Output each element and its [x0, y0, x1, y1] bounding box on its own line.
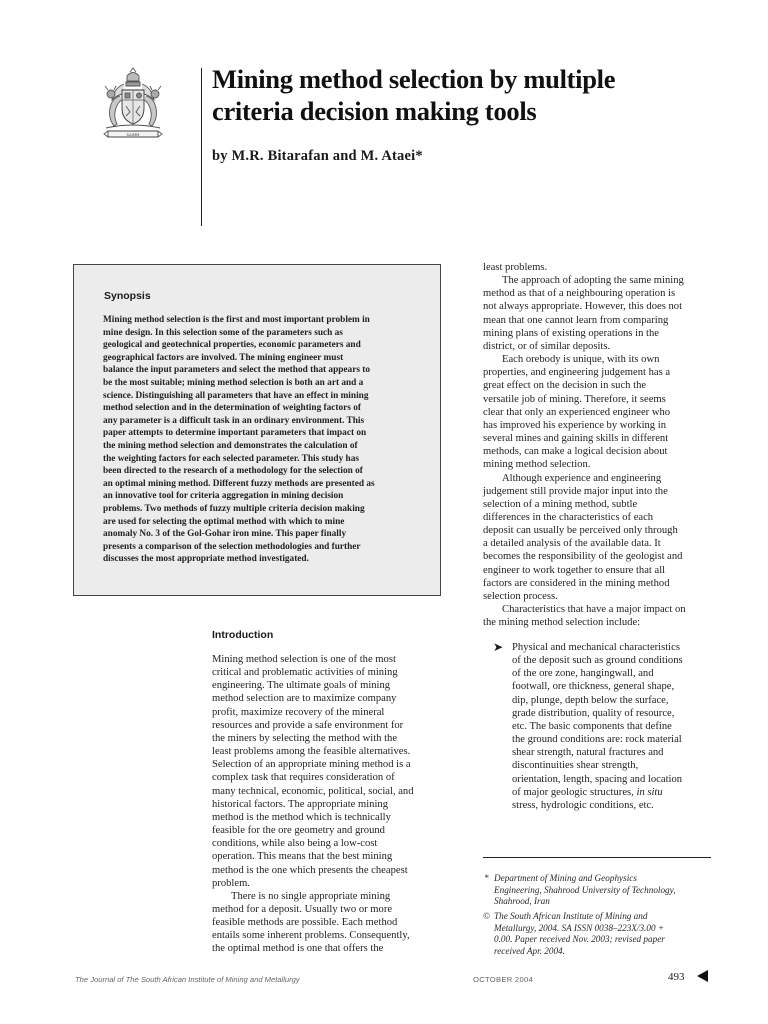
text-line: Although experience and engineering — [502, 472, 662, 484]
text-line: a detailed analysis of the available data. It — [483, 538, 661, 550]
bullet-arrow-icon: ➤ — [493, 640, 504, 654]
text-line: Selection of an appropriate mining method is a — [212, 759, 411, 771]
text-line: operation. This means that the best mining — [212, 851, 393, 863]
text-line: shear strength, natural fractures and — [512, 747, 664, 759]
text-line: science. Distinguishing all parameters that have an effect in mining — [103, 390, 369, 401]
bullet-item-physical-characteristics — [512, 641, 712, 812]
text-line: The approach of adopting the same mining — [502, 275, 684, 287]
text-line: problems. Two methods of fuzzy multiple criteria decision making — [103, 503, 365, 514]
text-line: least problems. — [483, 262, 548, 273]
text-line: method is the one which presents the cheapest — [212, 864, 408, 876]
text-line: an innovative tool for criteria aggregation in mining decision — [103, 491, 344, 502]
text-line: method for a deposit. Usually two or more — [212, 903, 393, 915]
text-line: the mining method selection and demonstrates the calculation of — [103, 440, 358, 451]
text-line: orientation, length, spacing and location — [512, 773, 683, 785]
synopsis-text — [103, 314, 413, 566]
footnote-affiliation — [494, 873, 676, 908]
text-line: critical and problematic activities of mining — [212, 667, 398, 679]
synopsis-box — [73, 264, 441, 596]
header-rule — [201, 68, 202, 226]
title-line: criteria decision making tools — [212, 96, 537, 126]
text-line: several mines and gaining skills in different — [483, 433, 669, 445]
text-line: Mining method selection is the first and most important problem in — [103, 315, 370, 325]
text-line: Engineering, Shahrood University of Technology, — [494, 884, 676, 895]
institute-crest-logo — [96, 66, 170, 142]
text-line: conditions, while also being a low-cost — [212, 838, 378, 850]
text-line: presents a comparison of the selection methodologies and further — [103, 541, 361, 552]
page-number: 493 — [668, 971, 685, 983]
text-line: has improved his experience by working in — [483, 419, 666, 431]
text-line: feasible methods are possible. Each method — [212, 917, 398, 929]
introduction-heading: Introduction — [212, 629, 274, 641]
text-line: entails some inherent problems. Consequently, — [212, 930, 410, 942]
text-line: selection process. — [483, 590, 558, 602]
text-line: any parameter is a difficult task in an ordinary environment. This — [103, 415, 365, 426]
text-line: becomes the responsibility of the geologist and — [483, 551, 683, 563]
text-line: factors are considered in the mining method — [483, 577, 670, 589]
text-line: the mining method selection include: — [483, 617, 641, 629]
text-line: engineer to work together to ensure that all — [483, 564, 666, 576]
text-line: stress, hydrologic conditions, etc. — [512, 799, 654, 811]
text-line: mean that one cannot learn from comparing — [483, 314, 669, 326]
text-line: differences in the characteristics of each — [483, 511, 654, 523]
text-line: discusses the most appropriate method investigated. — [103, 554, 309, 565]
text-line: Physical and mechanical characteristics — [512, 642, 680, 653]
text-line: anomaly No. 3 of the Gol-Gohar iron mine. This paper finally — [103, 529, 347, 540]
text-line: great effect on the decision in such the — [483, 380, 647, 392]
text-line: Department of Mining and Geophysics — [494, 873, 637, 883]
text-line: historical factors. The appropriate mining — [212, 798, 389, 810]
text-line: district, or of similar deposits. — [483, 340, 611, 352]
text-line: method selection and in the determination of weighting factors of — [103, 403, 361, 414]
text-line: mine design. In this selection some of the parameters such as — [103, 327, 343, 338]
text-line: received Apr. 2004. — [494, 945, 565, 956]
footnote-rule — [483, 857, 711, 858]
text-line: Each orebody is unique, with its own — [502, 354, 660, 366]
introduction-text — [212, 653, 442, 956]
text-line: are used for selecting the optimal method with which to mine — [103, 516, 345, 527]
right-column-text — [483, 261, 713, 629]
text-line: of the deposit such as ground conditions — [512, 655, 683, 667]
text-line: paper attempts to determine important parameters that impact on — [103, 428, 367, 439]
text-line: profit, maximize recovery of the mineral — [212, 706, 385, 718]
text-line: Characteristics that have a major impact on — [502, 604, 686, 616]
synopsis-heading: Synopsis — [104, 290, 151, 302]
text-line: Shahrood, Iran — [494, 896, 550, 907]
text-line: balance the input parameters and select the method that appears to — [103, 365, 371, 376]
in-situ-term: in situ — [636, 786, 663, 798]
text-line: least problems among the feasible alternatives. — [212, 746, 411, 758]
text-line: method as that of a neighbouring operation is — [483, 288, 676, 300]
text-line: of the ore zone, hangingwall, and — [512, 668, 654, 680]
text-line: the ground conditions are: rock material — [512, 734, 682, 746]
text-line: method selection are to maximize company — [212, 693, 397, 705]
text-line: judgement still provide major input into the — [483, 485, 668, 497]
text-line: 0.00. Paper received Nov. 2003; revised paper — [494, 934, 665, 945]
text-line: the optimal method is one that offers the — [212, 943, 384, 955]
text-line: versatile job of mining. Therefore, it seems — [483, 393, 666, 405]
text-line: problem. — [212, 877, 250, 889]
copyright-mark: © — [483, 911, 490, 921]
footer-date: OCTOBER 2004 — [473, 975, 534, 984]
text-line: engineering. The ultimate goals of mining — [212, 680, 391, 692]
text-line: feasible for the ore geometry and ground — [212, 825, 385, 837]
text-line: the weighting factors for each selected parameter. This study has — [103, 453, 359, 464]
authors-line: by M.R. Bitarafan and M. Ataei* — [212, 148, 423, 164]
text-line: discontinuities shear strength, — [512, 760, 639, 772]
text-line: method is the method which is technically — [212, 811, 391, 823]
text-line: There is no single appropriate mining — [231, 890, 391, 902]
text-line: properties, and engineering judgement has a — [483, 367, 671, 379]
text-line: etc. The basic components that define — [512, 720, 672, 732]
text-line: clear that only an experienced engineer who — [483, 406, 671, 418]
text-line: methods, can make a logical decision about — [483, 446, 668, 458]
text-line: dip, plunge, depth below the surface, — [512, 694, 669, 706]
footnote-copyright — [494, 911, 665, 957]
text-line: footwall, ore thickness, general shape, — [512, 681, 675, 693]
footnote-mark: * — [484, 873, 489, 883]
text-line: the miners by selecting the method with the — [212, 732, 398, 744]
text-line: an optimal mining method. Different fuzzy methods are presented as — [103, 478, 375, 489]
text-line: mining method selection. — [483, 459, 591, 471]
text-line: selection of a mining method, subtle — [483, 498, 638, 510]
text-line: grade distribution, quality of resource, — [512, 707, 675, 719]
text-line: geographical factors are involved. The mining engineer must — [103, 352, 344, 363]
text-line: geological and geotechnical properties, economic parameters and — [103, 340, 361, 351]
text-line: of major geologic structures, in situ — [512, 786, 663, 798]
crest-motto: SAIMM — [126, 132, 140, 137]
article-title — [212, 63, 712, 127]
text-line: complex task that requires consideration of — [212, 772, 395, 784]
text-line: Metallurgy, 2004. SA ISSN 0038–223X/3.00 + — [494, 922, 665, 933]
text-line: The South African Institute of Mining and — [494, 911, 648, 921]
text-line: not always appropriate. However, this does not — [483, 301, 683, 313]
text-line: been directed to the research of a methodology for the selection of — [103, 466, 363, 477]
text-line: be the most suitable; mining method selection is both an art and a — [103, 377, 364, 388]
text-line: resources and provide a safe environment for — [212, 719, 404, 731]
title-line: Mining method selection by multiple — [212, 64, 616, 94]
text-line: mining plans of existing operations in the — [483, 327, 659, 339]
text-line: deposit can usually be perceived only through — [483, 525, 678, 537]
text-line: many technical, economic, political, social, and — [212, 785, 414, 797]
page-arrow-icon — [697, 970, 708, 982]
footer-journal-name: The Journal of The South African Institute of Mining and Metallurgy — [75, 975, 300, 984]
text-line: Mining method selection is one of the most — [212, 654, 396, 665]
